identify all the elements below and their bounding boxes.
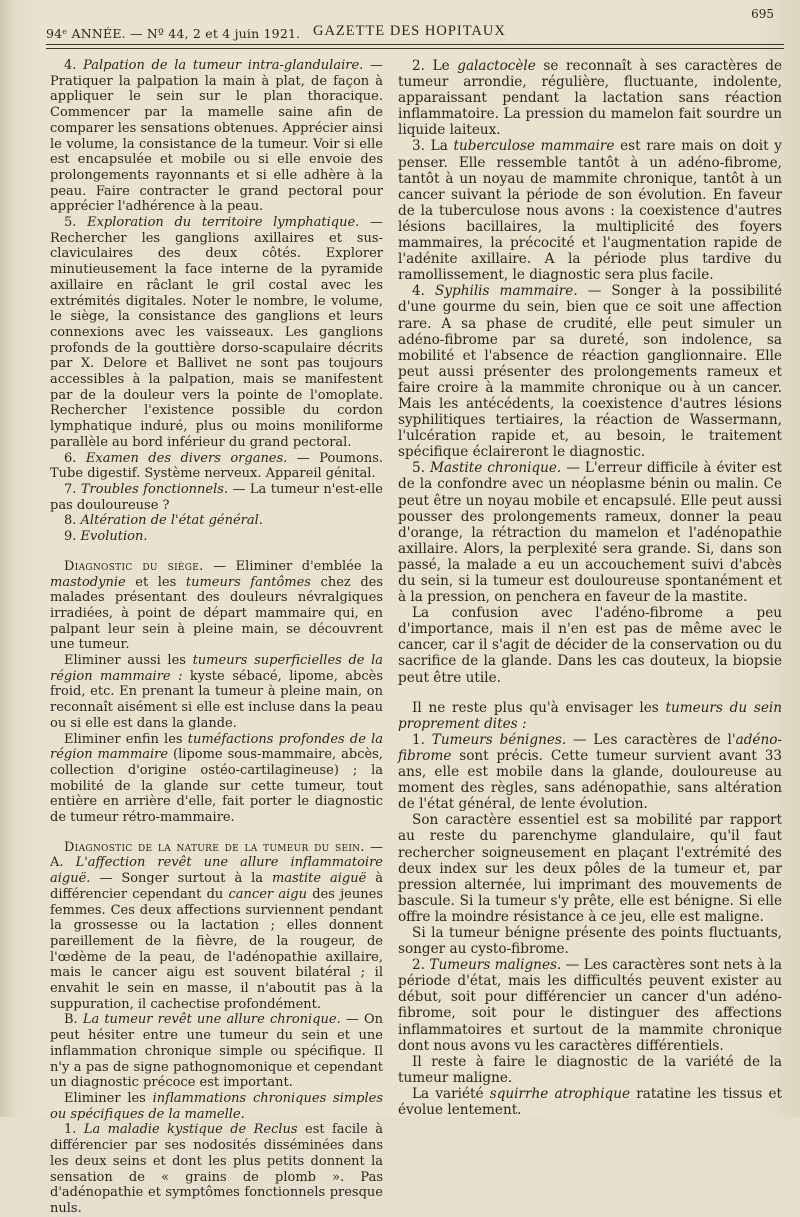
paragraph-squirrhe: La variété squirrhe atrophique ratatine les tissus et évolue lentement.: [398, 1085, 782, 1118]
paragraph-mastite-chronique: 5. Mastite chronique. — L'erreur difficile à éviter est de la confondre avec un néoplasme bénin ou malin. Ce peut être un noyau mobile et encapsulé. Elle peut aussi pousser des prolongements rameux, donner la peau d'orange, la rétraction du mamelon et l'adénopathie axillaire. Alors, la perplexité sera grande. Si, dans son passé, la malade a eu un accouchement suivi d'abcès du sein, si la tumeur est douloureuse spontanément et à la pression, on penchera en faveur de la mastite.: [398, 460, 782, 606]
right-column: [398, 58, 782, 1118]
page-header: [46, 7, 778, 41]
page-number: 695: [751, 7, 774, 21]
paragraph-maladie-kystique: 1. La maladie kystique de Reclus est facile à différencier par ses nodosités disséminées dans les deux seins et dont les plus petits donnent la sensation de « grains de plomb ». Pas d'adénopathie et symptômes fonctionnels presque nuls.: [50, 1122, 383, 1216]
paragraph-examen: 6. Examen des divers organes. — Poumons. Tube digestif. Système nerveux. Appareil génital.: [50, 450, 383, 482]
paragraph-tuberculose: 3. La tuberculose mammaire est rare mais on doit y penser. Elle ressemble tantôt à un adéno-fibrome, tantôt à un noyau de mammite chronique, tantôt à un cancer suivant la période de son évolution. En faveur de la tuberculose nous avons : la coexistence d'autres lésions bacillaires, la multiplicité des foyers mammaires, la précocité et l'augmentation rapide de l'adénite axillaire. A la période plus tardive du ramollissement, le diagnostic sera plus facile.: [398, 138, 782, 284]
paragraph-mobilite: Son caractère essentiel est sa mobilité par rapport au reste du parenchyme glandulaire, qu'il faut rechercher soigneusement en plaçant l'extrémité des deux index sur les deux pôles de la tumeur et, par pression alternée, lui imprimant des mouvements de bascule. Si la tumeur s'y prête, elle est bénigne. Si elle offre la moindre résistance à ce jeu, elle est maligne.: [398, 812, 782, 925]
paragraph-tumeurs-benignes: 1. Tumeurs bénignes. — Les caractères de l'adéno-fibrome sont précis. Cette tumeur survient avant 33 ans, elle est mobile dans la glande, douloureuse au moment des règles, sans adénopathie, sans altération de l'état général, de lente évolution.: [398, 731, 782, 813]
paragraph-diagnostic-siege: Diagnostic du siège. — Eliminer d'emblée la mastodynie et les tumeurs fantômes chez des malades présentant des douleurs névralgiques irradiées, à point de départ mammaire qui, en palpant leur sein à pleine main, se découvrent une tumeur.: [50, 558, 384, 653]
paragraph-eliminer-inflammations: Eliminer les inflammations chroniques simples ou spécifiques de la mamelle.: [50, 1091, 383, 1122]
paragraph-palpation: 4. Palpation de la tumeur intra-glandulaire. — Pratiquer la palpation la main à plat, de façon à appliquer le sein sur le plan thoracique. Commencer par la mamelle saine afin de comparer les sensations obtenues. Apprécier ainsi le volume, la consistance de la tumeur. Voir si elle est encapsulée et mobile ou si elle envoie des prolongements rayonnants et si elle adhère à la peau. Faire contracter le grand pectoral pour apprécier l'adhérence à la peau.: [50, 58, 383, 215]
paragraph-exploration: 5. Exploration du territoire lymphatique. — Rechercher les ganglions axillaires et sus-claviculaires des deux côtés. Explorer minutieusement la face interne de la pyramide axillaire en râclant le gril costal avec les extrémités digitales. Noter le nombre, le volume, le siège, la consistance des ganglions et leurs connexions avec les vaisseaux. Les ganglions profonds de la gouttière dorso-scapulaire décrits par X. Delore et Ballivet ne sont pas toujours accessibles à la palpation, mais se manifestent par de la douleur vers la pointe de l'omoplate. Rechercher l'existence possible du cordon lymphatique induré, plus ou moins moniliforme parallèle au bord inférieur du grand pectoral.: [50, 215, 383, 450]
paragraph-diagnostic-nature: Diagnostic de la nature de la tumeur du sein. — A. L'affection revêt une allure inflammatoire aiguë. — Songer surtout à la mastite aiguë à différencier cependant du cancer aigu des jeunes femmes. Ces deux affections surviennent pendant la grossesse ou la lactation ; elles donnent pareillement de la fièvre, de la rougeur, de l'œdème de la peau, de l'adénopathie axillaire, mais le cancer aigu est souvent bilatéral ; il envahit le sein en masse, il n'aboutit pas à la suppuration, il cachectise profondément.: [50, 839, 383, 1012]
paragraph-tumeurs-malignes: 2. Tumeurs malignes. — Les caractères sont nets à la période d'état, mais les difficultés peuvent exister au début, soit pour différencier un cancer d'un adéno-fibrome, soit pour le distinguer des affections inflammatoires et surtout de la mammite chronique dont nous avons vu les caractères différentiels.: [398, 957, 782, 1054]
paragraph-eliminer-superficielles: Eliminer aussi les tumeurs superficielles de la région mammaire : kyste sébacé, lipome, abcès froid, etc. En prenant la tumeur à pleine main, on reconnaît aisément si elle est incluse dans la peau ou si elle est dans la glande.: [50, 653, 384, 731]
paragraph-cysto-fibrome: Si la tumeur bénigne présente des points fluctuants, songer au cysto-fibrome.: [398, 924, 782, 958]
header-rule: [46, 44, 784, 49]
paragraph-allure-chronique: B. La tumeur revêt une allure chronique. — On peut hésiter entre une tumeur du sein et une inflammation chronique simple ou spécifique. Il n'y a pas de signe pathognomonique et cependant un diagnostic précoce est important.: [50, 1012, 383, 1091]
paragraph-eliminer-profondes: Eliminer enfin les tuméfactions profondes de la région mammaire (lipome sous-mammaire, abcès, collection d'origine ostéo-cartilagineuse) ; la mobilité de la glande sur cette tumeur, tout entière en arrière d'elle, fait porter le diagnostic de tumeur rétro-mammaire.: [50, 731, 383, 826]
paragraph-evolution: 9. Evolution.: [64, 529, 148, 545]
paragraph-troubles: 7. Troubles fonctionnels. — La tumeur n'est-elle pas douloureuse ?: [50, 481, 383, 513]
paragraph-syphilis: 4. Syphilis mammaire. — Songer à la possibilité d'une gourme du sein, bien que ce soit une affection rare. A sa phase de crudité, elle peut simuler un adéno-fibrome par sa dureté, son indolence, sa mobilité et l'absence de réaction ganglionnaire. Elle peut aussi présenter des prolongements rameux et faire croire à la mammite chronique ou à un cancer. Mais les antécédents, la coexistence d'autres lésions syphilitiques tertiaires, la réaction de Wassermann, l'ulcération rapide et, au besoin, le traitement spécifique éclaireront le diagnostic.: [398, 283, 782, 461]
paragraph-confusion: La confusion avec l'adéno-fibrome a peu d'importance, mais il n'en est pas de même avec le cancer, car il s'agit de décider de la conservation ou du sacrifice de la glande. Dans les cas douteux, la biopsie peut être utile.: [398, 605, 782, 686]
journal-title: GAZETTE DES HOPITAUX: [313, 22, 506, 39]
paragraph-galactocele: 2. Le galactocèle se reconnaît à ses caractères de tumeur arrondie, régulière, fluctuante, indolente, apparaissant pendant la lactation sans réaction inflammatoire. La pression du mamelon fait sourdre un liquide laiteux.: [398, 58, 783, 139]
paragraph-variete: Il reste à faire le diagnostic de la variété de la tumeur maligne.: [398, 1053, 782, 1086]
paragraph-tumeurs-proprement-dites: Il ne reste plus qu'à envisager les tumeurs du sein proprement dites :: [398, 699, 783, 732]
paragraph-alteration: 8. Altération de l'état général.: [64, 513, 263, 529]
issue-line: 94ᵉ ANNÉE. — Nº 44, 2 et 4 juin 1921.: [46, 25, 301, 41]
left-column: [50, 58, 383, 1217]
